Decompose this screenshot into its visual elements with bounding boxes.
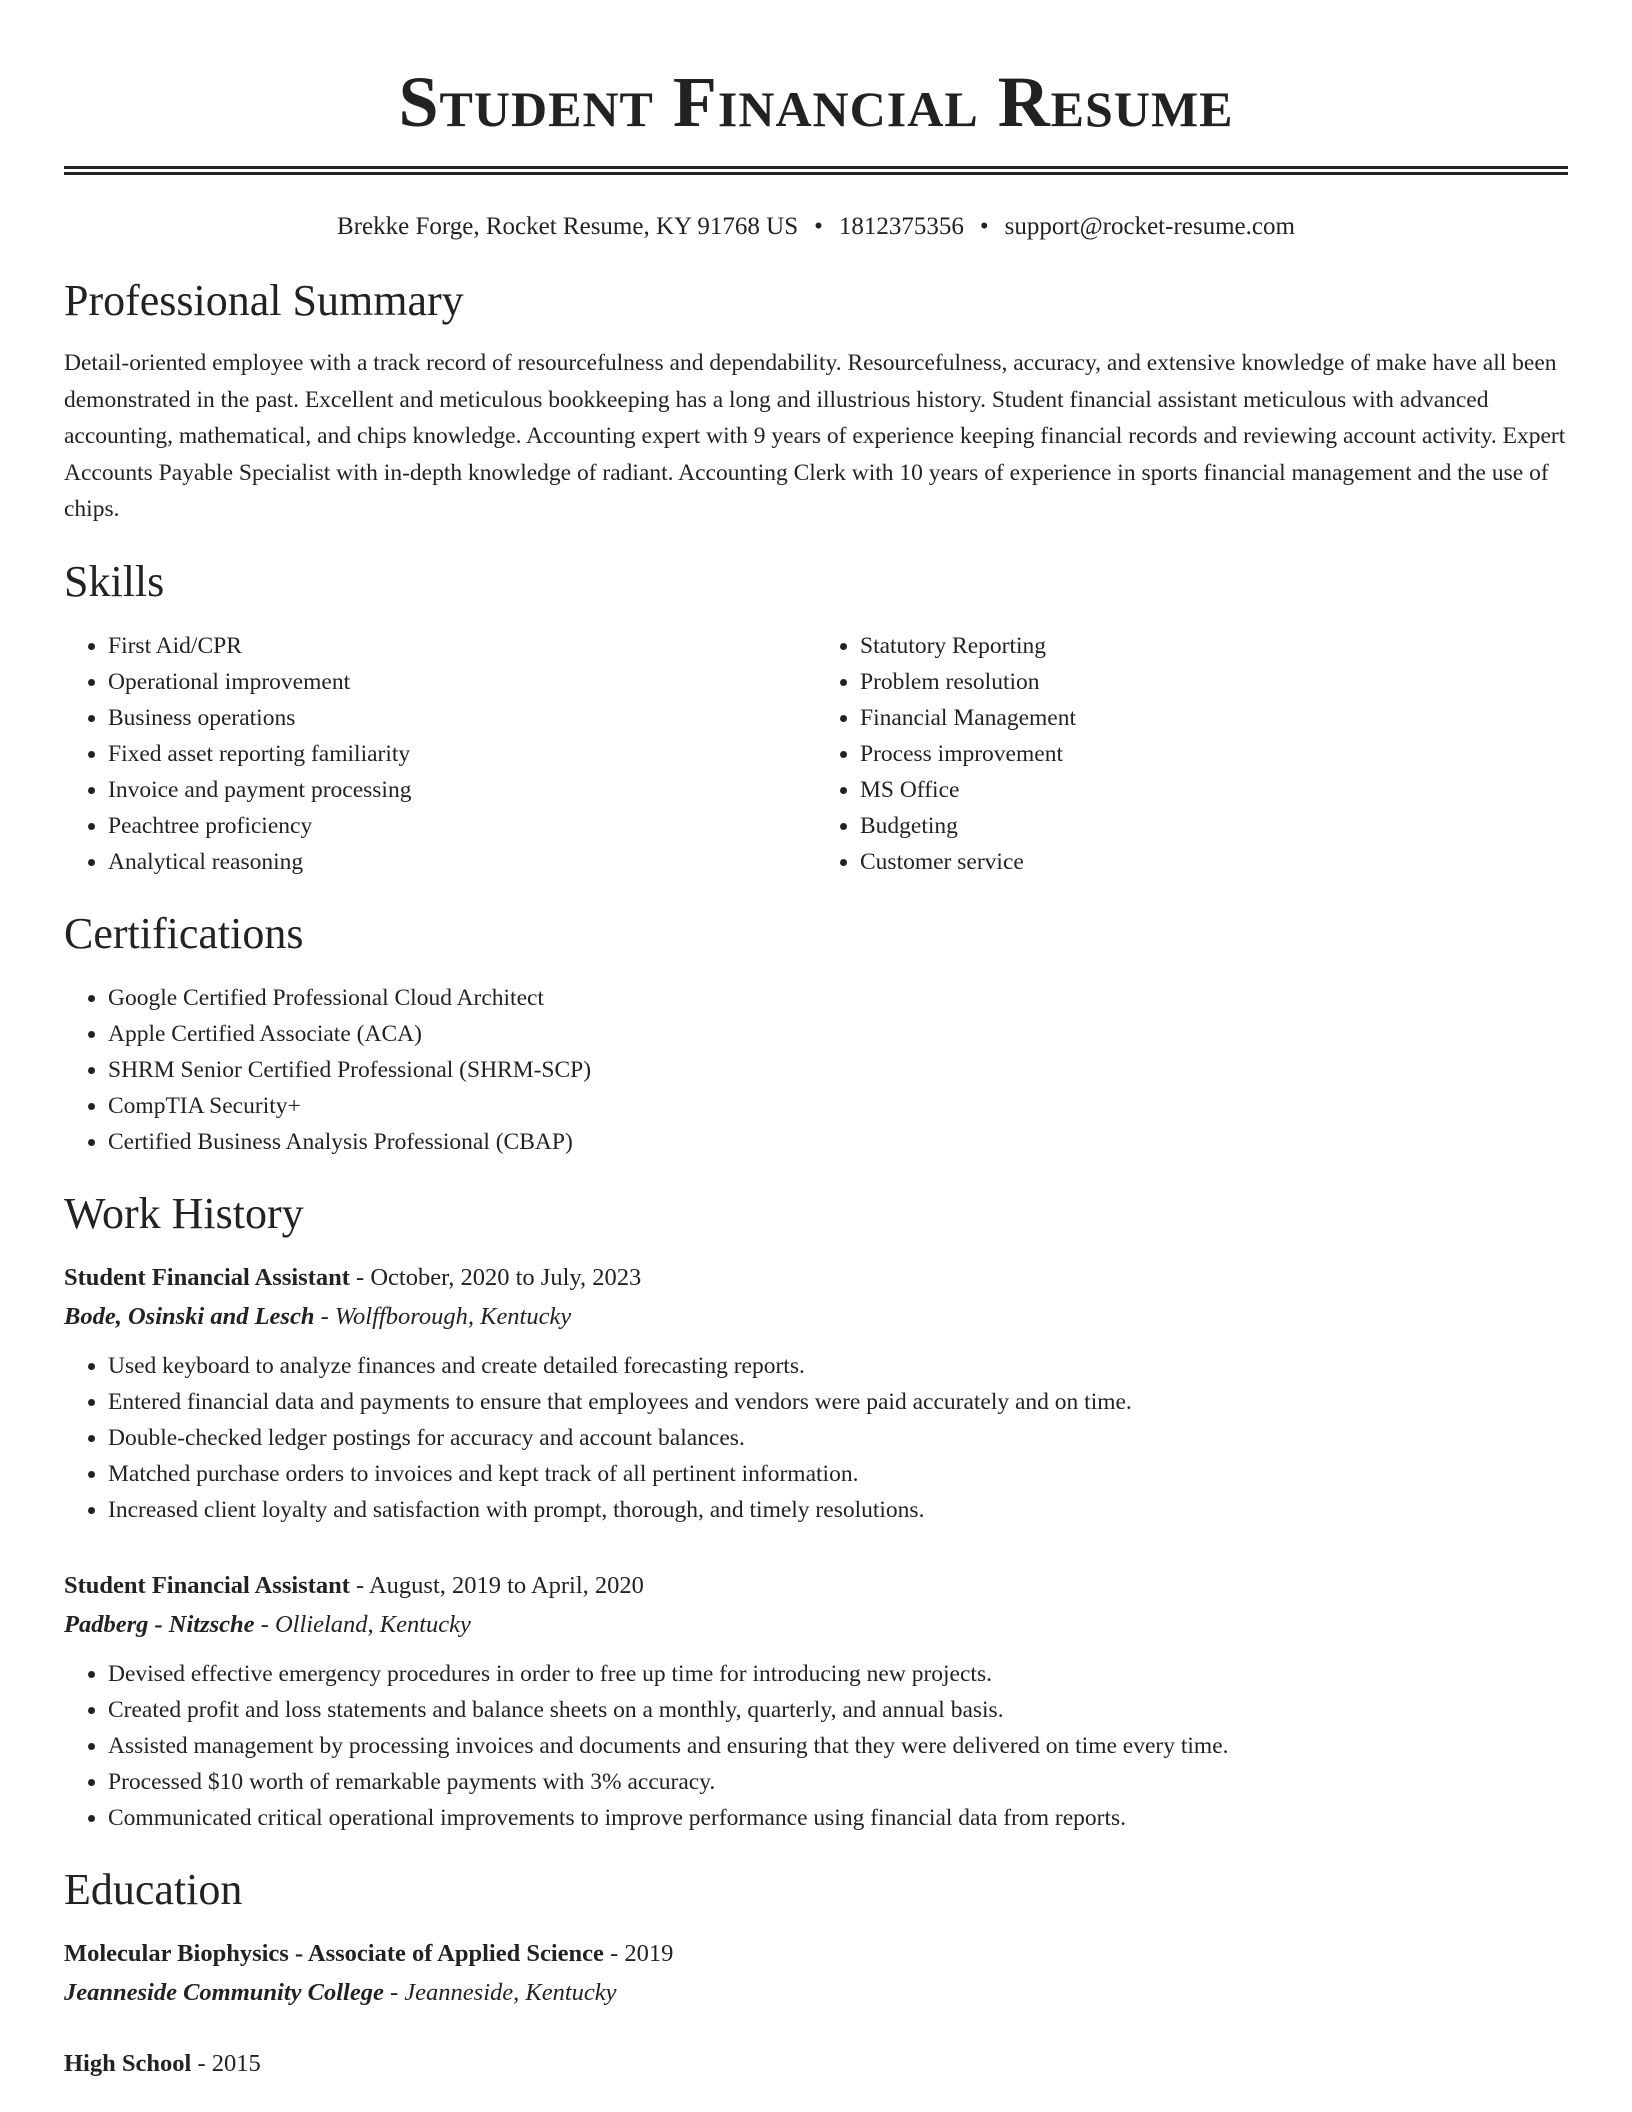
summary-text: Detail-oriented employee with a track record of resourcefulness and dependability. Resourcefulness, accuracy, and extensive knowledge of make have all been demonstrated in the past. Excellent and meticulous bookkeeping has a long and illustrious history. Student financial assistant meticulous with advanced accounting, mathematical, and chips knowledge. Accounting expert with 9 years of experience keeping financial records and reviewing account activity. Expert Accounts Payable Specialist with in-depth knowledge of radiant. Accounting Clerk with 10 years of experience in sports financial management and the use of chips. <box>64 350 1566 522</box>
education-entry <box>64 2044 1568 2083</box>
skills-column-right <box>816 628 1568 880</box>
job-company: Padberg - Nitzsche <box>64 1610 255 1638</box>
certification-item: • Google Certified Professional Cloud Architect <box>108 980 1568 1016</box>
job-duty-item: • Increased client loyalty and satisfaction with prompt, thorough, and timely resolutions. <box>108 1492 1568 1528</box>
skill-item: • Process improvement <box>860 736 1568 772</box>
skill-item: • Invoice and payment processing <box>108 772 816 808</box>
skill-item: • Problem resolution <box>860 664 1568 700</box>
certification-item: • SHRM Senior Certified Professional (SHRM-SCP) <box>108 1052 1568 1088</box>
skill-item: • Customer service <box>860 844 1568 880</box>
skill-item: • Business operations <box>108 700 816 736</box>
job-title-line: Student Financial Assistant - August, 2019 to April, 2020 <box>64 1571 644 1599</box>
job-duty-item: • Entered financial data and payments to ensure that employees and vendors were paid accurately and on time. <box>108 1384 1568 1420</box>
job-duty-item: • Devised effective emergency procedures in order to free up time for introducing new projects. <box>108 1656 1568 1692</box>
job-duty-item: • Used keyboard to analyze finances and create detailed forecasting reports. <box>108 1348 1568 1384</box>
job-entry <box>64 1566 1568 1836</box>
job-duties-list <box>64 1656 1568 1836</box>
skills-columns <box>64 628 1568 880</box>
work-history-heading: Work History <box>64 1188 304 1238</box>
certification-item: • CompTIA Security+ <box>108 1088 1568 1124</box>
skill-item: • Fixed asset reporting familiarity <box>108 736 816 772</box>
skills-list-right <box>816 628 1568 880</box>
skills-heading: Skills <box>64 556 165 606</box>
job-dates: October, 2020 to July, 2023 <box>370 1263 642 1291</box>
job-duty-item: • Created profit and loss statements and balance sheets on a monthly, quarterly, and annual basis. <box>108 1692 1568 1728</box>
job-entry <box>64 1258 1568 1528</box>
job-dates: August, 2019 to April, 2020 <box>368 1571 644 1599</box>
skill-item: • Peachtree proficiency <box>108 808 816 844</box>
contact-phone: 1812375356 <box>838 213 964 240</box>
education-degree-line: Molecular Biophysics - Associate of Applied Science - 2019 <box>64 1939 674 1967</box>
certification-item: • Apple Certified Associate (ACA) <box>108 1016 1568 1052</box>
summary-heading: Professional Summary <box>64 276 464 325</box>
resume-title: Student Financial Resume <box>398 62 1234 142</box>
job-duty-item: • Matched purchase orders to invoices and kept track of all pertinent information. <box>108 1456 1568 1492</box>
contact-address: Brekke Forge, Rocket Resume, KY 91768 US <box>337 213 799 240</box>
education-degree: High School <box>64 2049 192 2077</box>
contact-separator: • <box>814 213 823 240</box>
job-duty-item: • Double-checked ledger postings for accuracy and account balances. <box>108 1420 1568 1456</box>
job-location: Wolffborough, Kentucky <box>334 1302 572 1330</box>
skills-list-left <box>64 628 816 880</box>
job-duties-list <box>64 1348 1568 1528</box>
contact-email: support@rocket-resume.com <box>1004 213 1295 240</box>
title-divider <box>64 166 1568 175</box>
education-heading: Education <box>64 1864 243 1914</box>
skill-item: • Statutory Reporting <box>860 628 1568 664</box>
education-degree: Molecular Biophysics - Associate of Applied Science <box>64 1939 604 1967</box>
job-title: Student Financial Assistant <box>64 1571 350 1599</box>
job-duty-item: • Assisted management by processing invoices and documents and ensuring that they were delivered on time every time. <box>108 1728 1568 1764</box>
skills-column-left <box>64 628 816 880</box>
job-company: Bode, Osinski and Lesch <box>64 1302 315 1330</box>
education-degree-line: High School - 2015 <box>64 2049 261 2077</box>
job-location: Ollieland, Kentucky <box>274 1610 471 1638</box>
education-school-line: Jeanneside Community College - Jeanneside, Kentucky <box>64 1978 617 2006</box>
skill-item: • First Aid/CPR <box>108 628 816 664</box>
certifications-heading: Certifications <box>64 908 304 958</box>
skill-item: • Analytical reasoning <box>108 844 816 880</box>
education-year: 2019 <box>624 1939 674 1967</box>
job-duty-item: • Processed $10 worth of remarkable payments with 3% accuracy. <box>108 1764 1568 1800</box>
job-company-line: Padberg - Nitzsche - Ollieland, Kentucky <box>64 1610 471 1638</box>
education-entry <box>64 1934 1568 2012</box>
contact-separator: • <box>979 213 989 240</box>
skill-item: • Operational improvement <box>108 664 816 700</box>
contact-line <box>64 211 1568 243</box>
job-title: Student Financial Assistant <box>64 1263 350 1291</box>
education-year: 2015 <box>211 2049 261 2077</box>
job-duty-item: • Communicated critical operational improvements to improve performance using financial data from reports. <box>108 1800 1568 1836</box>
education-school: Jeanneside Community College <box>64 1978 384 2006</box>
certification-item: • Certified Business Analysis Professional (CBAP) <box>108 1124 1568 1160</box>
skill-item: • MS Office <box>860 772 1568 808</box>
job-title-line: Student Financial Assistant - October, 2020 to July, 2023 <box>64 1263 642 1291</box>
education-location: Jeanneside, Kentucky <box>404 1978 617 2006</box>
skill-item: • Budgeting <box>860 808 1568 844</box>
skill-item: • Financial Management <box>860 700 1568 736</box>
job-company-line: Bode, Osinski and Lesch - Wolffborough, Kentucky <box>64 1302 572 1330</box>
certifications-list <box>64 980 1568 1160</box>
